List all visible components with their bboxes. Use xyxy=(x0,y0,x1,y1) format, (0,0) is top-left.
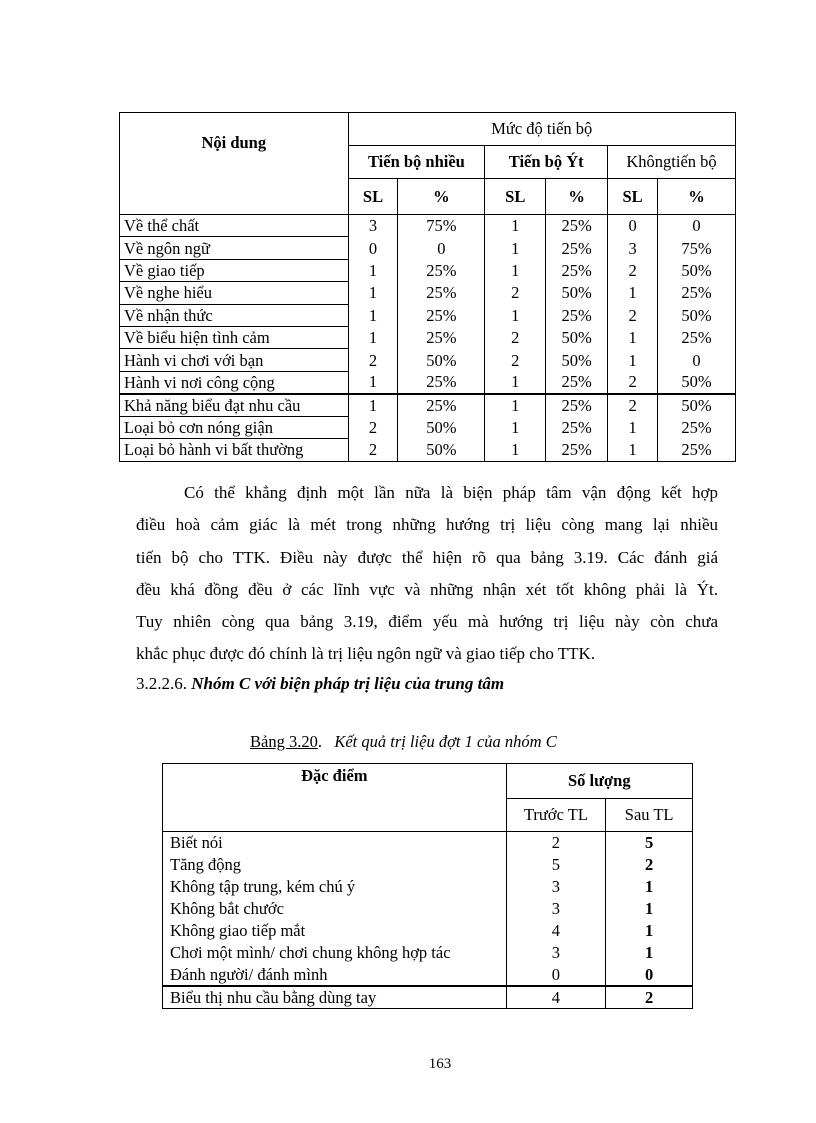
paragraph-line: tiến bộ cho TTK. Điều này được thể hiện rõ qua bảng 3.19. Các đánh giá xyxy=(136,547,718,567)
cell-value: 50% xyxy=(546,349,608,371)
cell-value: 50% xyxy=(658,394,736,417)
header-truoc-tl: Trước TL xyxy=(506,799,606,832)
cell-value: 50% xyxy=(398,416,485,438)
header-unit: % xyxy=(658,179,736,215)
cell-value: 75% xyxy=(398,215,485,237)
table-row xyxy=(120,259,736,281)
row-label: Về thể chất xyxy=(120,215,349,237)
cell-value: 50% xyxy=(658,304,736,326)
cell-value: 50% xyxy=(658,371,736,394)
cell-value: 25% xyxy=(398,282,485,304)
table-row xyxy=(120,394,736,417)
cell-value: 1 xyxy=(608,416,658,438)
cell-value: 1 xyxy=(608,326,658,348)
cell-value: 25% xyxy=(546,439,608,461)
before-value: 5 xyxy=(506,854,606,876)
cell-value: 2 xyxy=(485,326,546,348)
cell-value: 50% xyxy=(546,326,608,348)
before-value: 3 xyxy=(506,876,606,898)
header-dac-diem: Đặc điểm xyxy=(163,764,507,832)
after-value: 1 xyxy=(606,876,693,898)
cell-value: 2 xyxy=(348,349,398,371)
row-label: Không tập trung, kém chú ý xyxy=(163,876,507,898)
cell-value: 1 xyxy=(348,326,398,348)
paragraph-line: Có thể khẳng định một lần nữa là biện pháp tâm vận động kết hợp xyxy=(184,483,718,502)
header-unit: SL xyxy=(608,179,658,215)
row-label: Đánh người/ đánh mình xyxy=(163,964,507,986)
row-label: Không giao tiếp mắt xyxy=(163,920,507,942)
row-label: Hành vi chơi với bạn xyxy=(120,349,349,371)
body-paragraph xyxy=(136,477,718,671)
cell-value: 25% xyxy=(658,326,736,348)
cell-value: 50% xyxy=(398,349,485,371)
cell-value: 2 xyxy=(608,304,658,326)
header-unit: % xyxy=(546,179,608,215)
progress-table xyxy=(119,112,736,462)
cell-value: 1 xyxy=(485,439,546,461)
table-row xyxy=(120,326,736,348)
table-row xyxy=(163,832,693,854)
cell-value: 0 xyxy=(348,237,398,259)
cell-value: 1 xyxy=(348,371,398,394)
table-row xyxy=(163,964,693,986)
row-label: Về giao tiếp xyxy=(120,259,349,281)
cell-value: 1 xyxy=(348,282,398,304)
cell-value: 25% xyxy=(546,215,608,237)
cell-value: 25% xyxy=(546,394,608,417)
cell-value: 2 xyxy=(608,259,658,281)
cell-value: 1 xyxy=(608,439,658,461)
table-row xyxy=(120,304,736,326)
cell-value: 25% xyxy=(546,371,608,394)
section-number: 3.2.2.6. xyxy=(136,674,187,693)
results-table xyxy=(162,763,693,1009)
cell-value: 1 xyxy=(608,282,658,304)
cell-value: 3 xyxy=(348,215,398,237)
before-value: 4 xyxy=(506,986,606,1009)
cell-value: 1 xyxy=(485,304,546,326)
cell-value: 3 xyxy=(608,237,658,259)
row-label: Về nhận thức xyxy=(120,304,349,326)
before-value: 3 xyxy=(506,942,606,964)
cell-value: 25% xyxy=(546,304,608,326)
row-label: Về biểu hiện tình cảm xyxy=(120,326,349,348)
table-row xyxy=(163,942,693,964)
paragraph-line: điều hoà cảm giác là mét trong những hướng trị liệu còng mang lại nhiều xyxy=(136,515,718,535)
header-sau-tl: Sau TL xyxy=(606,799,693,832)
cell-value: 2 xyxy=(485,349,546,371)
cell-value: 75% xyxy=(658,237,736,259)
caption-separator: . xyxy=(317,732,322,751)
cell-value: 25% xyxy=(658,282,736,304)
caption-text: Kết quả trị liệu đợt 1 của nhóm C xyxy=(334,732,557,751)
table-row xyxy=(120,215,736,237)
table-row xyxy=(120,237,736,259)
row-label: Biểu thị nhu cầu bằng dùng tay xyxy=(163,986,507,1009)
after-value: 5 xyxy=(606,832,693,854)
before-value: 0 xyxy=(506,964,606,986)
before-value: 2 xyxy=(506,832,606,854)
table-row xyxy=(120,349,736,371)
table-row xyxy=(163,876,693,898)
cell-value: 1 xyxy=(485,416,546,438)
row-label: Hành vi nơi công cộng xyxy=(120,371,349,394)
row-label: Về ngôn ngữ xyxy=(120,237,349,259)
table-row xyxy=(120,416,736,438)
cell-value: 1 xyxy=(485,394,546,417)
after-value: 2 xyxy=(606,986,693,1009)
cell-value: 25% xyxy=(398,394,485,417)
row-label: Khả năng biểu đạt nhu cầu xyxy=(120,394,349,417)
header-unit: SL xyxy=(485,179,546,215)
cell-value: 1 xyxy=(348,259,398,281)
cell-value: 50% xyxy=(398,439,485,461)
cell-value: 2 xyxy=(348,439,398,461)
cell-value: 0 xyxy=(398,237,485,259)
cell-value: 25% xyxy=(398,371,485,394)
cell-value: 0 xyxy=(658,215,736,237)
cell-value: 25% xyxy=(658,416,736,438)
cell-value: 0 xyxy=(658,349,736,371)
cell-value: 2 xyxy=(348,416,398,438)
header-group-1: Tiến bộ nhiều xyxy=(348,146,485,179)
table-row xyxy=(120,282,736,304)
section-title: Nhóm C với biện pháp trị liệu của trung tâm xyxy=(191,674,505,693)
row-label: Về nghe hiểu xyxy=(120,282,349,304)
cell-value: 1 xyxy=(485,259,546,281)
cell-value: 25% xyxy=(546,237,608,259)
row-label: Tăng động xyxy=(163,854,507,876)
cell-value: 25% xyxy=(546,259,608,281)
after-value: 1 xyxy=(606,920,693,942)
header-group-3: Khôngtiến bộ xyxy=(608,146,736,179)
table-row xyxy=(163,854,693,876)
row-label: Loại bỏ hành vi bất thường xyxy=(120,439,349,461)
row-label: Không bắt chước xyxy=(163,898,507,920)
cell-value: 1 xyxy=(348,394,398,417)
cell-value: 1 xyxy=(485,371,546,394)
results-table-body xyxy=(163,832,693,1009)
header-unit: SL xyxy=(348,179,398,215)
table-caption xyxy=(250,732,557,752)
section-heading xyxy=(136,674,504,694)
paragraph-line: đều khá đồng đều ở các lĩnh vực và những nhận xét tốt không phải là Ýt. xyxy=(136,579,718,599)
cell-value: 25% xyxy=(398,326,485,348)
row-label: Chơi một mình/ chơi chung không hợp tác xyxy=(163,942,507,964)
row-label: Biết nói xyxy=(163,832,507,854)
header-group-2: Tiến bộ Ýt xyxy=(485,146,608,179)
before-value: 4 xyxy=(506,920,606,942)
table-row xyxy=(163,920,693,942)
header-muc-do: Mức độ tiến bộ xyxy=(348,113,735,146)
cell-value: 25% xyxy=(398,259,485,281)
cell-value: 0 xyxy=(608,215,658,237)
cell-value: 2 xyxy=(485,282,546,304)
row-label: Loại bỏ cơn nóng giận xyxy=(120,416,349,438)
after-value: 0 xyxy=(606,964,693,986)
cell-value: 2 xyxy=(608,371,658,394)
paragraph-line: khắc phục được đó chính là trị liệu ngôn ngữ và giao tiếp cho TTK. xyxy=(136,644,596,664)
cell-value: 25% xyxy=(658,439,736,461)
header-so-luong: Số lượng xyxy=(506,764,692,799)
cell-value: 1 xyxy=(348,304,398,326)
after-value: 1 xyxy=(606,898,693,920)
caption-number: Bảng 3.20 xyxy=(250,732,318,751)
after-value: 2 xyxy=(606,854,693,876)
cell-value: 50% xyxy=(546,282,608,304)
cell-value: 1 xyxy=(608,349,658,371)
table-row xyxy=(120,371,736,394)
cell-value: 50% xyxy=(658,259,736,281)
table-row xyxy=(163,986,693,1009)
after-value: 1 xyxy=(606,942,693,964)
cell-value: 25% xyxy=(398,304,485,326)
page-number: 163 xyxy=(428,1056,452,1072)
cell-value: 2 xyxy=(608,394,658,417)
cell-value: 1 xyxy=(485,215,546,237)
header-unit: % xyxy=(398,179,485,215)
before-value: 3 xyxy=(506,898,606,920)
header-noi-dung: Nội dung xyxy=(120,113,349,215)
cell-value: 1 xyxy=(485,237,546,259)
table-row xyxy=(163,898,693,920)
progress-table-body xyxy=(120,215,736,462)
paragraph-line: Tuy nhiên còng qua bảng 3.19, điểm yếu mà hướng trị liệu này còn chưa xyxy=(136,612,718,632)
cell-value: 25% xyxy=(546,416,608,438)
table-row xyxy=(120,439,736,461)
